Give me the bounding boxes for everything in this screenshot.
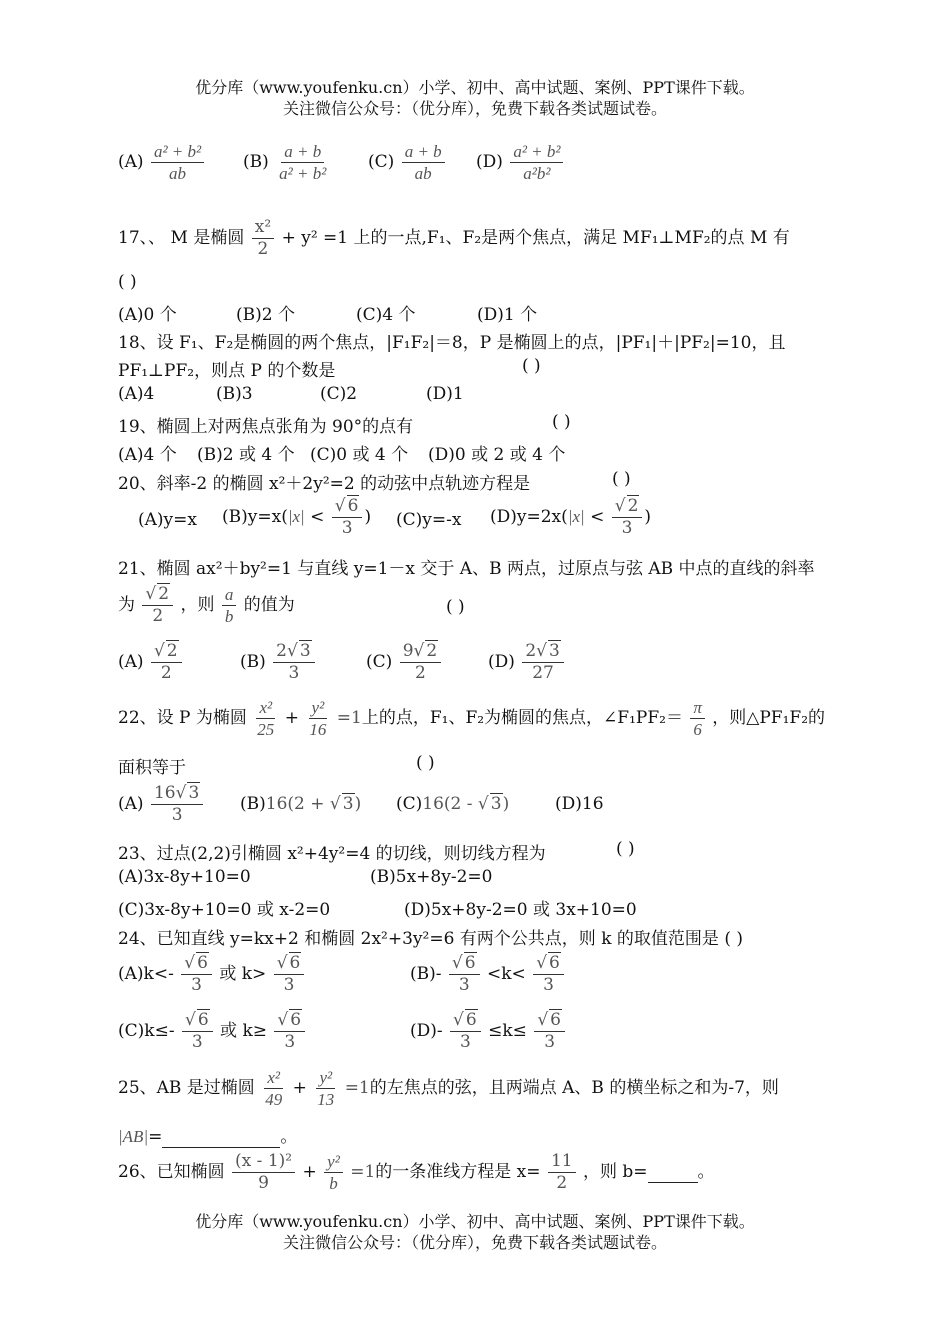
q23-option-b: (B)5x+8y-2=0 <box>370 867 493 887</box>
q22-stem-line-2: 面积等于 <box>118 758 186 778</box>
q18-answer-paren: ( ) <box>522 356 541 376</box>
q23-option-a: (A)3x-8y+10=0 <box>118 867 251 887</box>
q22-option-c: (C)16(2 - √ 3) <box>396 794 510 814</box>
q20-option-b: (B)y=x(|x| < $\frac{√ 6}{3}$ ) <box>222 496 372 538</box>
footer-line-2: 关注微信公众号：（优分库），免费下载各类试题试卷。 <box>282 1233 667 1252</box>
q23-option-c: (C)3x-8y+10=0 或 x-2=0 <box>118 900 331 920</box>
q18-option-d: (D)1 <box>426 384 464 404</box>
q16-option-b: (B) $\frac{a + b}{\text{a² + b²}}$ <box>243 142 327 183</box>
q21-stem-line-2: 为 $\frac{√ 2}{2}$ ，则 $\frac{a}{b}$ 的值为 <box>118 584 295 626</box>
q21-option-c: (C) $\frac{9√ 2}{2}$ <box>366 642 443 683</box>
q21-stem-line-1: 21、椭圆 ax²＋by²=1 与直线 y=1－x 交于 A、B 两点，过原点与弦 AB 中点的直线的斜率 <box>118 559 815 579</box>
q22-stem-line-1: 22、设 P 为椭圆 $\frac{\text{x²}}{25}$ + $\frac{\text{y²}}{16}$ =1上的点，F₁、F₂为椭圆的焦点，∠F₁PF₂＝ $\frac{\pi}{6}$ ，则△PF₁F₂的 <box>118 698 826 739</box>
q24-option-b: (B)- $\frac{√ 6}{3}$ <k< $\frac{√ 6}{3}$ <box>410 954 566 995</box>
q19-stem: 19、椭圆上对两焦点张角为 90°的点有 <box>118 417 414 437</box>
q24-option-a: (A)k<- $\frac{√ 6}{3}$ 或 k> $\frac{√ 6}{3}$ <box>118 954 306 995</box>
q20-answer-paren: ( ) <box>612 469 631 489</box>
q23-option-d: (D)5x+8y-2=0 或 3x+10=0 <box>404 900 637 920</box>
q22-option-a: (A) $\frac{16√ 3}{3}$ <box>118 784 205 825</box>
q20-option-a: (A)y=x <box>138 510 197 530</box>
q17-stem: 17、、 M 是椭圆 $\frac{\text{x²}}{2}$ + y² =1 上的一点,F₁、F₂是两个焦点，满足 MF₁⊥MF₂的点 M 有 <box>118 217 790 259</box>
q25-stem-line-1: 25、AB 是过椭圆 $\frac{\text{x²}}{49}$ + $\frac{\text{y²}}{13}$ =1的左焦点的弦，且两端点 A、B 的横坐标之和为-7，则 <box>118 1068 779 1109</box>
q19-option-b: (B)2 或 4 个 <box>197 445 295 465</box>
q17-answer-paren: ( ) <box>118 272 137 292</box>
q24-option-d: (D)- $\frac{√ 6}{3}$ ≤k≤ $\frac{√ 6}{3}$ <box>410 1011 567 1052</box>
q19-option-d: (D)0 或 2 或 4 个 <box>428 445 566 465</box>
q25-stem-line-2: |AB|= 。 <box>118 1127 298 1147</box>
q17-option-c: (C)4 个 <box>356 305 416 325</box>
q24-option-c: (C)k≤- $\frac{√ 6}{3}$ 或 k≥ $\frac{√ 6}{3}$ <box>118 1011 307 1052</box>
q18-option-c: (C)2 <box>320 384 358 404</box>
q24-stem: 24、已知直线 y=kx+2 和椭圆 2x²+3y²=6 有两个公共点，则 k 的取值范围是 ( ) <box>118 929 743 949</box>
q23-stem: 23、过点(2,2)引椭圆 x²+4y²=4 的切线，则切线方程为 <box>118 844 546 864</box>
header-line-1: 优分库（www.youfenku.cn）小学、初中、高中试题、案例、PPT课件下载。 <box>195 78 755 97</box>
q20-option-c: (C)y=-x <box>396 510 462 530</box>
q18-option-b: (B)3 <box>216 384 253 404</box>
q19-answer-paren: ( ) <box>552 412 571 432</box>
footer-line-1: 优分库（www.youfenku.cn）小学、初中、高中试题、案例、PPT课件下载。 <box>195 1212 755 1231</box>
q17-option-a: (A)0 个 <box>118 305 177 325</box>
q19-option-a: (A)4 个 <box>118 445 177 465</box>
q19-option-c: (C)0 或 4 个 <box>310 445 409 465</box>
q21-option-a: (A) $\frac{√ 2}{2}$ <box>118 642 184 683</box>
q18-stem-line-1: 18、设 F₁、F₂是椭圆的两个焦点，|F₁F₂|＝8，P 是椭圆上的点，|PF₁|＋|PF₂|=10，且 <box>118 333 786 353</box>
q18-option-a: (A)4 <box>118 384 155 404</box>
q22-option-d: (D)16 <box>555 794 604 814</box>
q20-option-d: (D)y=2x(|x| < $\frac{√ 2}{3}$ ) <box>490 496 652 538</box>
q22-option-b: (B)16(2 + √ 3) <box>240 794 362 814</box>
q26-answer-blank <box>648 1162 698 1183</box>
q20-stem: 20、斜率-2 的椭圆 x²＋2y²=2 的动弦中点轨迹方程是 <box>118 474 531 494</box>
q18-stem-line-2: PF₁⊥PF₂，则点 P 的个数是 <box>118 361 336 381</box>
q16-option-a: (A) $\frac{\text{a² + b²}}{ab}$ <box>118 142 206 183</box>
q21-option-d: (D) $\frac{2√ 3}{27}$ <box>488 642 566 683</box>
header-line-2: 关注微信公众号：（优分库），免费下载各类试题试卷。 <box>282 99 667 118</box>
q17-option-d: (D)1 个 <box>477 305 538 325</box>
q23-answer-paren: ( ) <box>616 839 635 859</box>
q17-option-b: (B)2 个 <box>236 305 295 325</box>
q16-option-d: (D) $\frac{\text{a² + b²}}{\text{a²b²}}$ <box>476 142 565 183</box>
q25-answer-blank <box>162 1127 280 1148</box>
q22-answer-paren: ( ) <box>416 753 435 773</box>
q21-option-b: (B) $\frac{2√ 3}{3}$ <box>240 642 317 683</box>
q21-answer-paren: ( ) <box>446 597 465 617</box>
q26-stem: 26、已知椭圆 $\frac{\text{(x - 1)²}}{9}$ + $\frac{\text{y²}}{b}$ =1的一条准线方程是 x= $\frac{11}{2}$ ，则 b= 。 <box>118 1151 715 1193</box>
q16-option-c: (C) $\frac{a + b}{ab}$ <box>368 142 447 183</box>
